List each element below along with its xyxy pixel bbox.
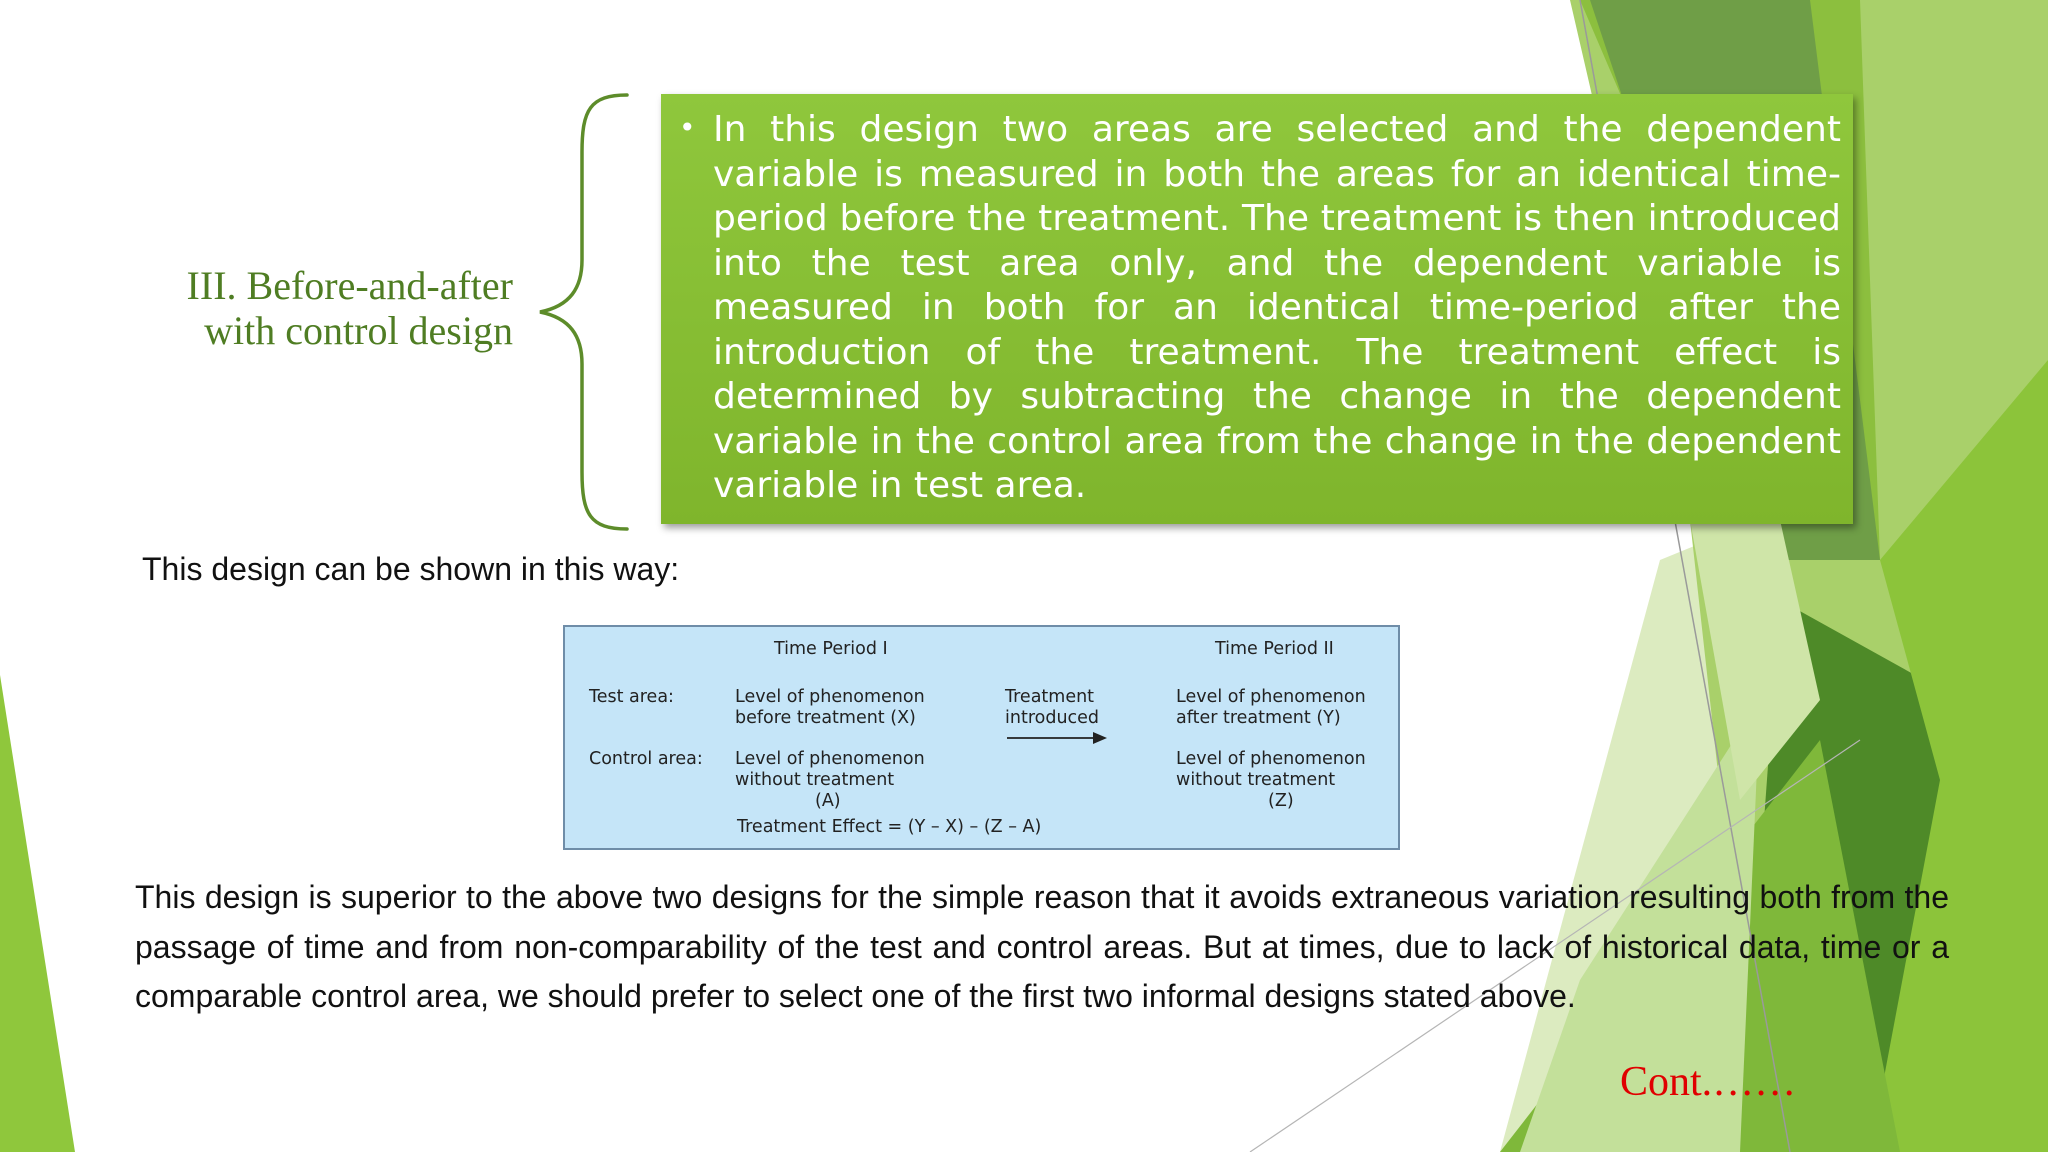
design-diagram <box>563 625 1400 850</box>
test-before-line1: Level of phenomenon <box>735 687 925 707</box>
control-after-line3: (Z) <box>1268 791 1294 811</box>
left-green-wedge <box>0 675 75 1152</box>
bullet-icon: • <box>679 111 696 144</box>
control-after-cell <box>1176 749 1366 812</box>
treatment-effect: Treatment Effect = (Y – X) – (Z – A) <box>737 817 1042 837</box>
treatment-line2: introduced <box>1005 708 1100 728</box>
control-before-line3: (A) <box>815 791 841 811</box>
test-after-line1: Level of phenomenon <box>1176 687 1366 707</box>
period2-header: Time Period II <box>1215 639 1334 659</box>
continue-marker: Cont.…… <box>1620 1059 1797 1105</box>
period1-header: Time Period I <box>774 639 888 659</box>
test-area-label: Test area: <box>589 687 674 707</box>
control-before-line1: Level of phenomenon <box>735 749 925 769</box>
bullet-box <box>661 94 1853 524</box>
intro-text: This design can be shown in this way: <box>142 551 680 587</box>
section-title <box>130 263 513 353</box>
treatment-line1: Treatment <box>1005 687 1095 707</box>
bullet-text: In this design two areas are selected and the dependent variable is measured in both the areas for an identical time-period before the treatment. The treatment is then introduced into the test area only, and the dependent variable is measured in both for an identical time-period after the introduction of the treatment. The treatment effect is determined by subtracting the change in the dependent variable in the control area from the change in the dependent variable in test area. <box>713 109 1841 506</box>
treatment-cell <box>1005 687 1099 729</box>
test-before-line2: before treatment (X) <box>735 708 916 728</box>
test-after-cell <box>1176 687 1366 729</box>
curly-brace-icon <box>535 92 635 532</box>
section-title-line1: III. Before-and-after <box>186 263 513 308</box>
control-after-line1: Level of phenomenon <box>1176 749 1366 769</box>
section-title-line2: with control design <box>204 308 513 353</box>
control-before-line2: without treatment <box>735 770 895 790</box>
control-area-label: Control area: <box>589 749 703 769</box>
body-paragraph: This design is superior to the above two designs for the simple reason that it avoids extraneous variation resulting both from the passage of time and from non-comparability of the test and control areas. But at times, due to lack of historical data, time or a comparable control area, we should prefer to select one of the first two informal designs stated above. <box>135 879 1949 1014</box>
control-before-cell <box>735 749 925 812</box>
control-after-line2: without treatment <box>1176 770 1336 790</box>
test-after-line2: after treatment (Y) <box>1176 708 1341 728</box>
test-before-cell <box>735 687 925 729</box>
arrow-right-icon <box>1007 731 1107 745</box>
